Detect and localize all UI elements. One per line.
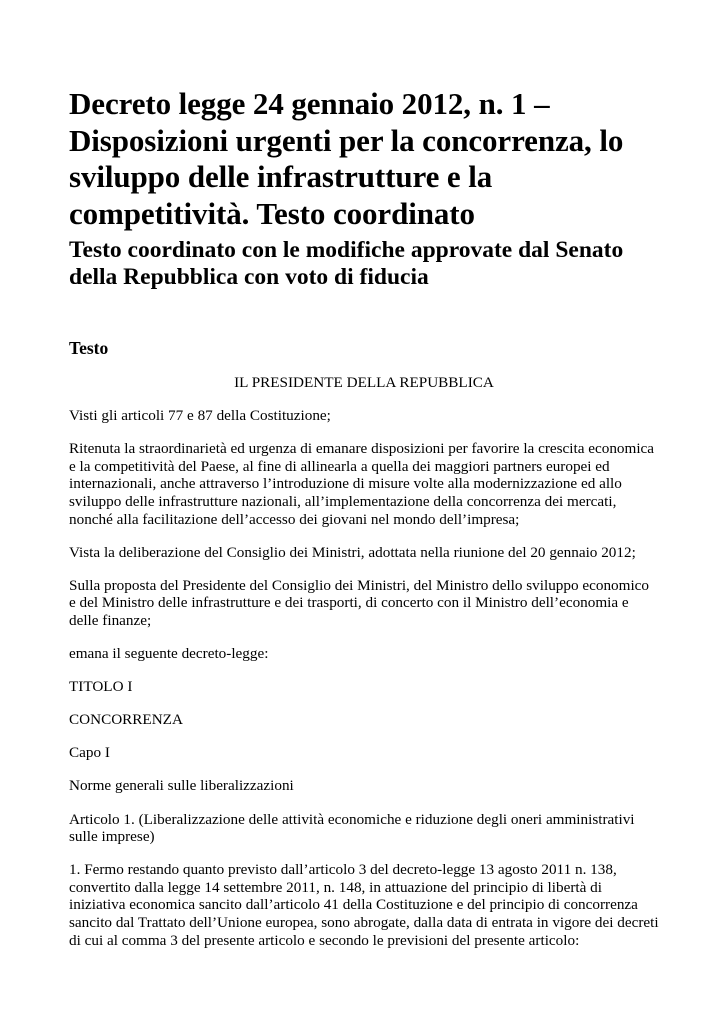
document-subtitle: Testo coordinato con le modifiche approvate dal Senato della Repubblica con voto di fiducia [69, 237, 624, 290]
body-paragraph: Visti gli articoli 77 e 87 della Costituzione; [69, 407, 331, 425]
body-paragraph: Vista la deliberazione del Consiglio dei Ministri, adottata nella riunione del 20 gennaio 2012; [69, 543, 636, 561]
president-heading: IL PRESIDENTE DELLA REPUBBLICA [234, 374, 494, 391]
document-body [69, 374, 659, 965]
article-heading: Articolo 1. (Liberalizzazione delle attività economiche e riduzione degli oneri amministrativi sulle imprese) [69, 810, 635, 846]
title-heading: TITOLO I [69, 678, 133, 696]
body-paragraph: Sulla proposta del Presidente del Consiglio dei Ministri, del Ministro dello sviluppo economico e del Ministro delle infrastrutture e dei trasporti, di concerto con il Ministro dell’economia e delle finanze; [69, 576, 650, 629]
body-paragraph: Ritenuta la straordinarietà ed urgenza di emanare disposizioni per favorire la crescita economica e la competitività del Paese, al fine di allinearla a quella dei maggiori partners europei ed internazionali, anche attraverso l’introduzione di misure volte alla modernizzazione ed allo sviluppo delle infrastrutture nazionali, all’implementazione della concorrenza dei mercati, nonché alla facilitazione dell’accesso dei giovani nel mondo dell’impresa; [69, 440, 655, 528]
title-name: CONCORRENZA [69, 711, 183, 729]
chapter-heading: Capo I [69, 744, 110, 762]
body-paragraph: 1. Fermo restando quanto previsto dall’articolo 3 del decreto-legge 13 agosto 2011 n. 138, convertito dalla legge 14 settembre 2011, n. 148, in attuazione del principio di libertà di iniziativa economica sancito dall’articolo 41 della Costituzione e del principio di concorrenza sancito dal Trattato dell’Unione europea, sono abrogate, dalla data di entrata in vigore dei decreti di cui al comma 3 del presente articolo e secondo le previsioni del presente articolo: [69, 861, 659, 949]
document-title: Decreto legge 24 gennaio 2012, n. 1 – Disposizioni urgenti per la concorrenza, lo sviluppo delle infrastrutture e la competitività. Testo coordinato [69, 86, 624, 231]
chapter-name: Norme generali sulle liberalizzazioni [69, 777, 294, 795]
body-paragraph: emana il seguente decreto-legge: [69, 645, 269, 663]
section-heading-testo: Testo [69, 338, 109, 358]
